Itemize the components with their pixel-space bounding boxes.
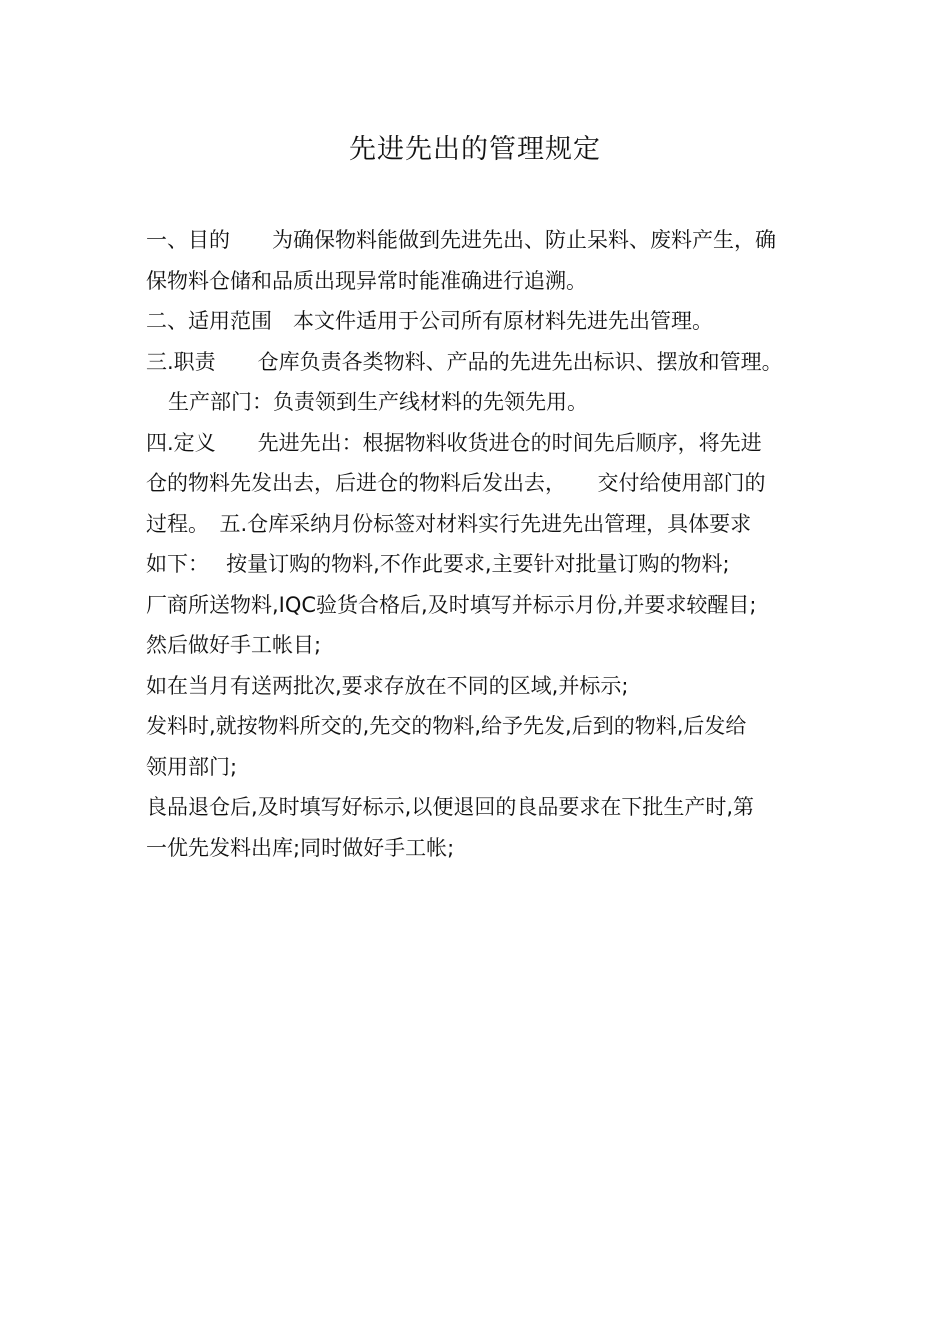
section-definition-line-2: 仓的物料先发出去，后进仓的物料后发出去， 交付给使用部门的 bbox=[146, 471, 766, 495]
requirement-line-1: 如下： 按量订购的物料,不作此要求,主要针对批量订购的物料; bbox=[146, 552, 730, 576]
requirement-line-4: 如在当月有送两批次,要求存放在不同的区域,并标示; bbox=[146, 673, 629, 698]
requirement-line-3: 然后做好手工帐目; bbox=[146, 633, 322, 657]
section-definition-line-3: 过程。 五.仓库采纳月份标签对材料实行先进先出管理，具体要求 bbox=[146, 511, 752, 536]
section-purpose-line-1: 一、目的 为确保物料能做到先进先出、防止呆料、废料产生，确 bbox=[146, 228, 776, 252]
requirement-line-2: 厂商所送物料,IQC验货合格后,及时填写并标示月份,并要求较醒目; bbox=[146, 592, 757, 617]
section-purpose-line-2: 保物料仓储和品质出现异常时能准确进行追溯。 bbox=[146, 268, 587, 293]
section-scope-line: 二、适用范围 本文件适用于公司所有原材料先进先出管理。 bbox=[146, 309, 713, 333]
document-body bbox=[146, 220, 836, 868]
section-duties-line-1: 三.职责 仓库负责各类物料、产品的先进先出标识、摆放和管理。 bbox=[146, 349, 783, 374]
document-title: 先进先出的管理规定 bbox=[349, 134, 601, 165]
section-duties-line-2: 生产部门：负责领到生产线材料的先领先用。 bbox=[168, 390, 588, 414]
requirement-line-8: 一优先发料出库;同时做好手工帐; bbox=[146, 835, 455, 860]
section-definition-line-1: 四.定义 先进先出：根据物料收货进仓的时间先后顺序，将先进 bbox=[146, 430, 762, 455]
requirement-line-7: 良品退仓后,及时填写好标示,以便退回的良品要求在下批生产时,第 bbox=[146, 795, 755, 819]
requirement-line-6: 领用部门; bbox=[146, 754, 238, 779]
requirement-line-5: 发料时,就按物料所交的,先交的物料,给予先发,后到的物料,后发给 bbox=[146, 714, 747, 738]
